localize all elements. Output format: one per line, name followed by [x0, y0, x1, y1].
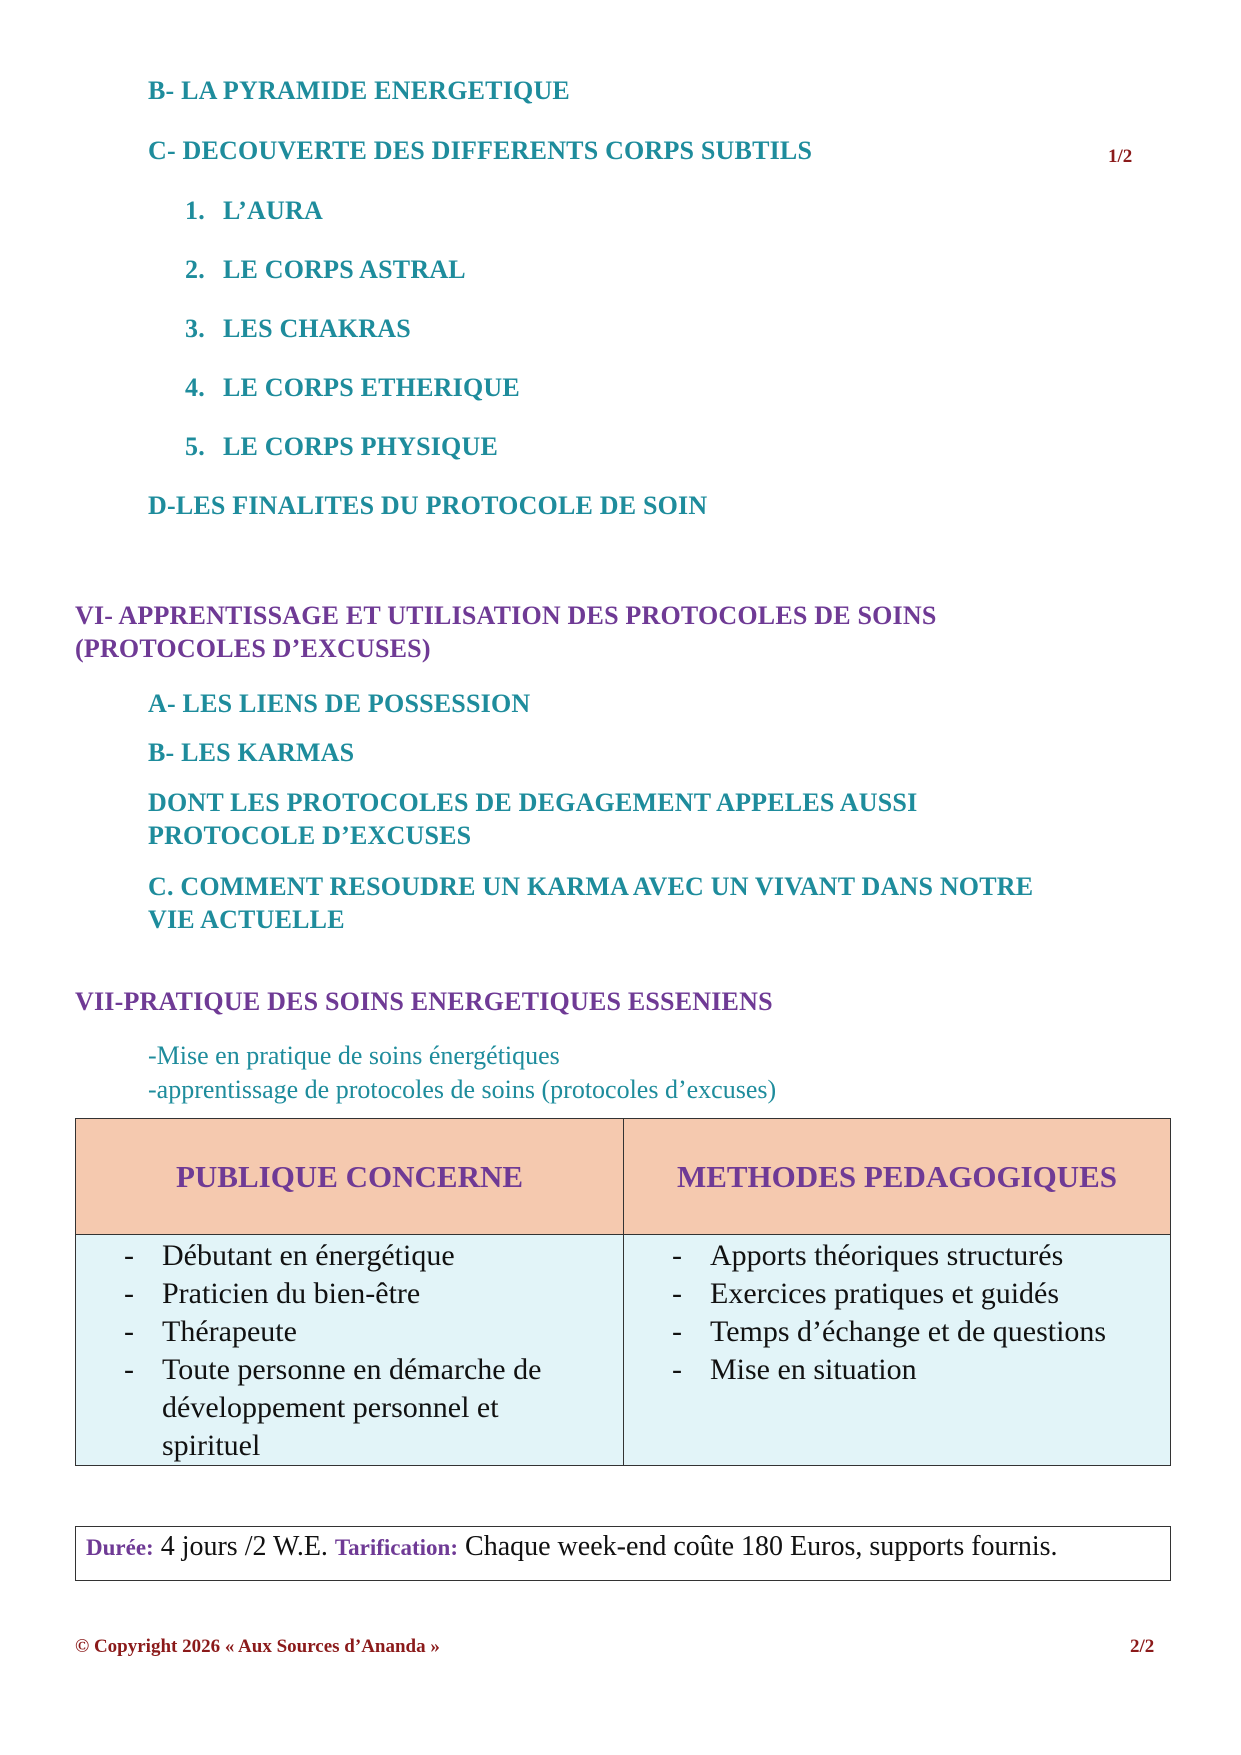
section-vii-title: VII-PRATIQUE DES SOINS ENERGETIQUES ESSENIENS	[75, 987, 773, 1016]
pricing-value: Chaque week-end coûte 180 Euros, supports fournis.	[465, 1531, 1058, 1562]
section-vii-item: -Mise en pratique de soins énergétiques	[148, 1041, 560, 1070]
subtle-body-item	[185, 432, 498, 462]
list-item-text: Praticien du bien-être	[162, 1277, 421, 1310]
audience-methods-table	[75, 1118, 1171, 1466]
methods-list	[672, 1237, 1172, 1389]
subtle-body-item	[185, 373, 520, 403]
subtle-body-item	[185, 314, 411, 344]
subtle-body-label: LES CHAKRAS	[223, 314, 411, 343]
duration-value: 4 jours /2 W.E.	[160, 1531, 328, 1562]
list-dash: -	[124, 1277, 134, 1310]
table-cell-methods	[624, 1235, 1170, 1465]
page-marker-top: 1/2	[1108, 146, 1133, 167]
list-item	[672, 1351, 1172, 1389]
table-header-methods	[624, 1119, 1170, 1235]
list-dash: -	[672, 1277, 682, 1310]
subtle-body-item	[185, 196, 323, 226]
duration-label: Durée:	[86, 1535, 154, 1560]
list-item-text: Temps d’échange et de questions	[710, 1315, 1107, 1348]
subtle-body-number: 2.	[185, 255, 205, 284]
list-dash: -	[124, 1239, 134, 1272]
audience-list	[124, 1237, 604, 1465]
duration-pricing-line	[86, 1531, 1058, 1563]
subtle-body-number: 1.	[185, 196, 205, 225]
list-item-text: Toute personne en démarche de développement personnel et spirituel	[162, 1353, 542, 1462]
subtle-body-number: 4.	[185, 373, 205, 402]
table-cell-audience	[76, 1235, 624, 1465]
subtle-body-number: 3.	[185, 314, 205, 343]
list-item	[672, 1313, 1172, 1351]
subtle-body-item	[185, 255, 466, 285]
subtle-body-label: L’AURA	[223, 196, 323, 225]
list-item-text: Exercices pratiques et guidés	[710, 1277, 1060, 1310]
list-item-text: Apports théoriques structurés	[710, 1239, 1064, 1272]
list-item	[124, 1275, 604, 1313]
subtle-body-number: 5.	[185, 432, 205, 461]
subtle-body-label: LE CORPS ASTRAL	[223, 255, 466, 284]
list-dash: -	[672, 1353, 682, 1386]
list-dash: -	[672, 1315, 682, 1348]
list-item	[672, 1237, 1172, 1275]
list-item	[672, 1275, 1172, 1313]
list-item-text: Débutant en énergétique	[162, 1239, 455, 1272]
section-vi-dont-cont: PROTOCOLE D’EXCUSES	[148, 821, 472, 850]
list-dash: -	[124, 1353, 134, 1386]
pricing-label: Tarification:	[334, 1535, 459, 1560]
duration-pricing-box	[75, 1526, 1171, 1581]
list-item-text: Thérapeute	[162, 1315, 297, 1348]
section-vi-dont: DONT LES PROTOCOLES DE DEGAGEMENT APPELES AUSSI	[148, 788, 918, 817]
list-item	[124, 1351, 604, 1465]
table-header-methods-label: METHODES PEDAGOGIQUES	[676, 1158, 1118, 1194]
footer-copyright: © Copyright 2026 « Aux Sources d’Ananda »	[75, 1636, 440, 1657]
section-vii-item: -apprentissage de protocoles de soins (protocoles d’excuses)	[148, 1075, 777, 1104]
table-header-audience-label: PUBLIQUE CONCERNE	[175, 1158, 524, 1194]
subtle-body-label: LE CORPS PHYSIQUE	[223, 432, 499, 461]
list-item	[124, 1313, 604, 1351]
list-item	[124, 1237, 604, 1275]
table-header-audience	[76, 1119, 624, 1235]
outline-b-pyramide: B- LA PYRAMIDE ENERGETIQUE	[148, 76, 570, 105]
section-vi-b-karmas: B- LES KARMAS	[148, 738, 355, 767]
outline-d-finalites: D-LES FINALITES DU PROTOCOLE DE SOIN	[148, 491, 708, 520]
section-vi-a-liens: A- LES LIENS DE POSSESSION	[148, 689, 531, 718]
section-vi-title-cont: (PROTOCOLES D’EXCUSES)	[75, 634, 431, 663]
outline-c-decouverte: C- DECOUVERTE DES DIFFERENTS CORPS SUBTILS	[148, 136, 813, 165]
section-vi-title: VI- APPRENTISSAGE ET UTILISATION DES PROTOCOLES DE SOINS	[75, 601, 937, 630]
list-dash: -	[672, 1239, 682, 1272]
section-vi-c-karma: C. COMMENT RESOUDRE UN KARMA AVEC UN VIVANT DANS NOTRE	[148, 872, 1034, 901]
footer-page-number: 2/2	[1130, 1636, 1155, 1657]
subtle-body-label: LE CORPS ETHERIQUE	[223, 373, 520, 402]
section-vi-c-karma-cont: VIE ACTUELLE	[148, 905, 345, 934]
list-item-text: Mise en situation	[710, 1353, 917, 1386]
list-dash: -	[124, 1315, 134, 1348]
